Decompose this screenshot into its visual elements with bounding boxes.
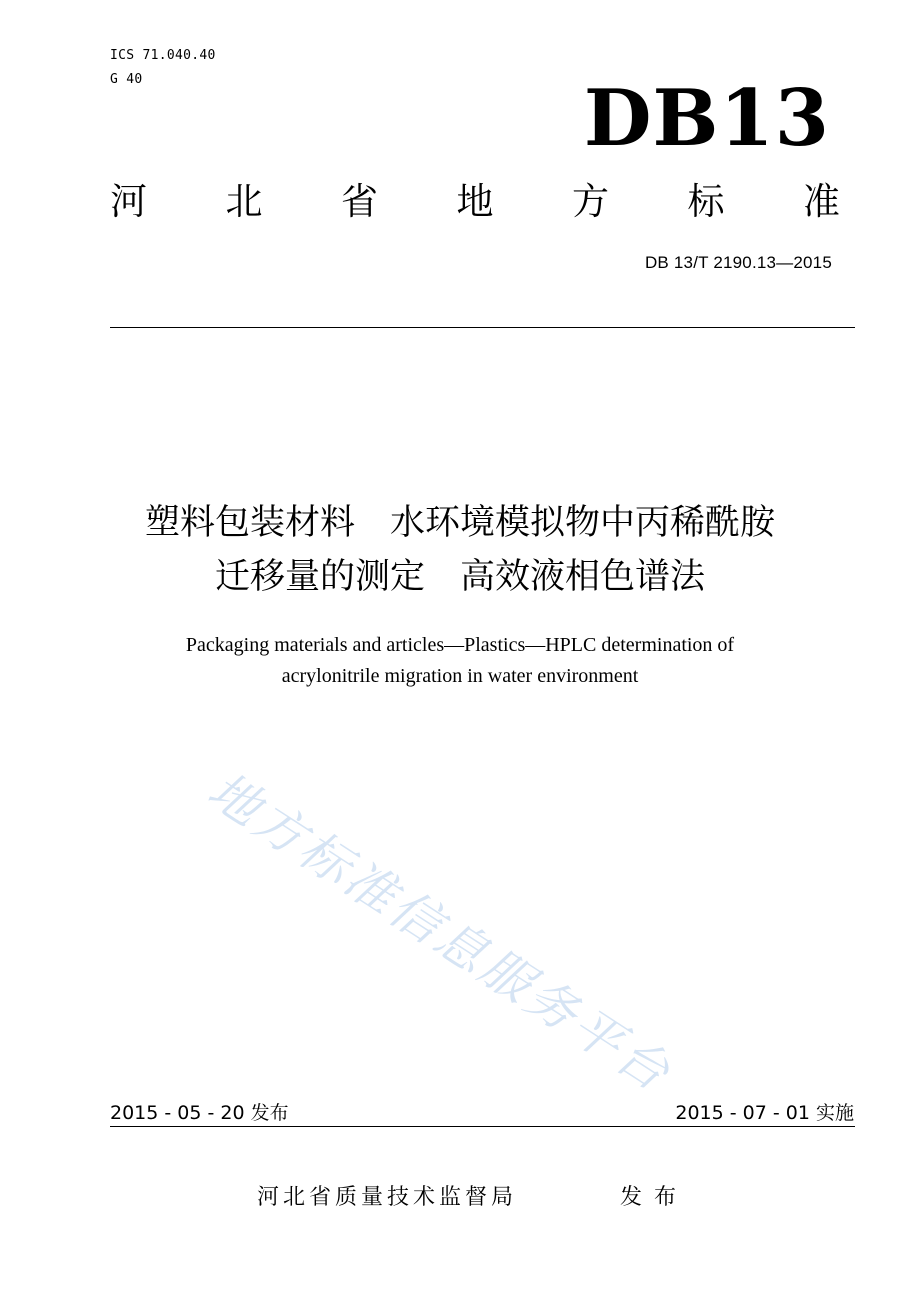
title-zh-line-2: 迁移量的测定 高效液相色谱法 [214, 557, 705, 597]
title-en-line-1: Packaging materials and articles—Plastics—HPLC determination of [185, 634, 735, 656]
standard-mark: DB13 [583, 73, 830, 164]
standard-type [110, 178, 840, 226]
standard-type-char: 河 [110, 180, 147, 223]
title-zh-line-1: 塑料包装材料 水环境模拟物中丙稀酰胺 [144, 503, 775, 543]
bottom-divider [110, 1126, 855, 1127]
standard-type-char: 省 [341, 180, 378, 223]
standard-type-char: 地 [456, 180, 494, 223]
issue-date: 2015 - 05 - 20 发布 [110, 1102, 289, 1124]
implementation-date: 2015 - 07 - 01 实施 [675, 1102, 854, 1124]
standard-type-char: 方 [572, 180, 609, 223]
top-divider [110, 327, 855, 328]
ccs-code: G 40 [110, 72, 143, 87]
issue-label: 发布 [620, 1185, 689, 1210]
standard-number: DB 13/T 2190.13—2015 [644, 253, 832, 272]
ics-code: ICS 71.040.40 [110, 48, 216, 63]
standard-type-char: 准 [803, 180, 840, 223]
standard-type-char: 标 [687, 180, 725, 223]
issuing-authority: 河北省质量技术监督局 [257, 1185, 518, 1210]
standard-type-char: 北 [225, 180, 263, 223]
title-en-line-2: acrylonitrile migration in water environment [281, 665, 639, 687]
watermark: 地方标准信息服务平台 [197, 760, 683, 1104]
